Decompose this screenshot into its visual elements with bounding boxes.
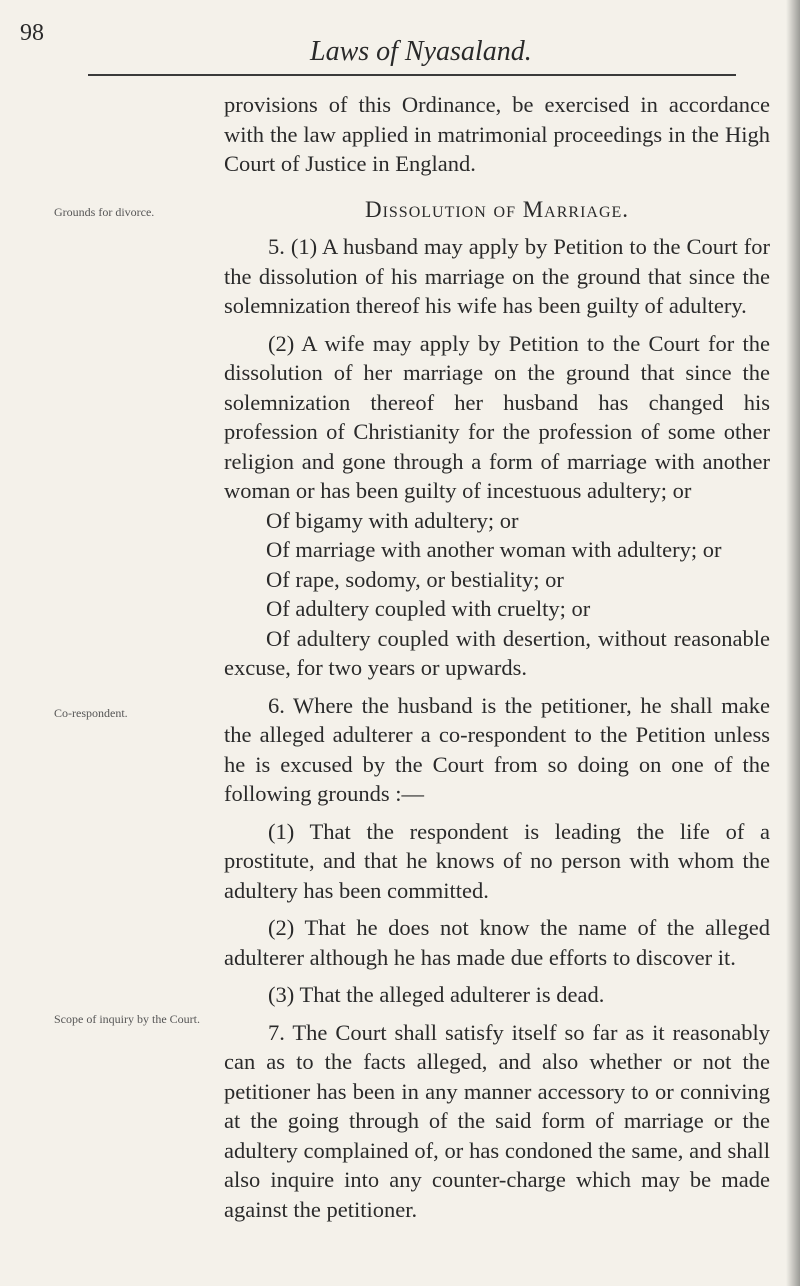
header-rule xyxy=(88,74,736,76)
body-text xyxy=(224,90,770,1224)
running-title: Laws of Nyasaland. xyxy=(310,36,532,67)
section-5-2-cruelty: Of adultery coupled with cruelty; or xyxy=(266,596,591,621)
page-header xyxy=(0,6,800,72)
intro-paragraph: provisions of this Ordinance, be exercised in accordance with the law applied in matrimonial proceedings in the High Court of Justice in England. xyxy=(224,92,770,176)
section-6-1: (1) That the respondent is leading the life of a prostitute, and that he knows of no person with whom the adultery has been committed. xyxy=(224,818,770,903)
section-6-2: (2) That he does not know the name of the alleged adulterer although he has made due efforts to discover it. xyxy=(224,915,770,970)
page-edge-shadow xyxy=(786,0,800,1286)
section-5-2-rape: Of rape, sodomy, or bestiality; or xyxy=(266,566,564,592)
page-number: 98 xyxy=(20,20,44,46)
section-6-3: (3) That the alleged adulterer is dead. xyxy=(268,982,605,1007)
margin-note-grounds: Grounds for divorce. xyxy=(54,205,155,219)
section-5-2-bigamy: Of bigamy with adultery; or xyxy=(266,507,519,533)
margin-note-co-respondent: Co-respondent. xyxy=(54,706,128,720)
section-heading: Dissolution of Marriage. xyxy=(364,196,630,222)
section-5-2-marriage: Of marriage with another woman with adultery; or xyxy=(266,537,722,562)
section-5-2: (2) A wife may apply by Petition to the Court for the dissolution of her marriage on the ground that since the solemnization thereof her husband has changed his profession of Christianity for the profession of some other religion and gone through a form of marriage with another woman or has been guilty of incestuous adultery; or xyxy=(224,330,770,503)
section-5-2-desertion: Of adultery coupled with desertion, without reasonable excuse, for two years or upwards. xyxy=(224,625,770,680)
section-5-1: 5. (1) A husband may apply by Petition to the Court for the dissolution of his marriage on the ground that since the solemnization thereof his wife has been guilty of adultery. xyxy=(224,234,770,318)
margin-note-scope: Scope of inquiry by the Court. xyxy=(54,1012,200,1026)
section-7: 7. The Court shall satisfy itself so far as it reasonably can as to the facts alleged, and also whether or not the petitioner has been in any manner accessory to or conniving at the going through of the said form of marriage or the adultery complained of, or has condoned the same, and shall also inquire into any counter-charge which may be made against the petitioner. xyxy=(224,1019,770,1222)
section-6: 6. Where the husband is the petitioner, he shall make the alleged adulterer a co-respondent to the Petition unless he is excused by the Court from so doing on one of the following grounds :— xyxy=(224,692,770,806)
